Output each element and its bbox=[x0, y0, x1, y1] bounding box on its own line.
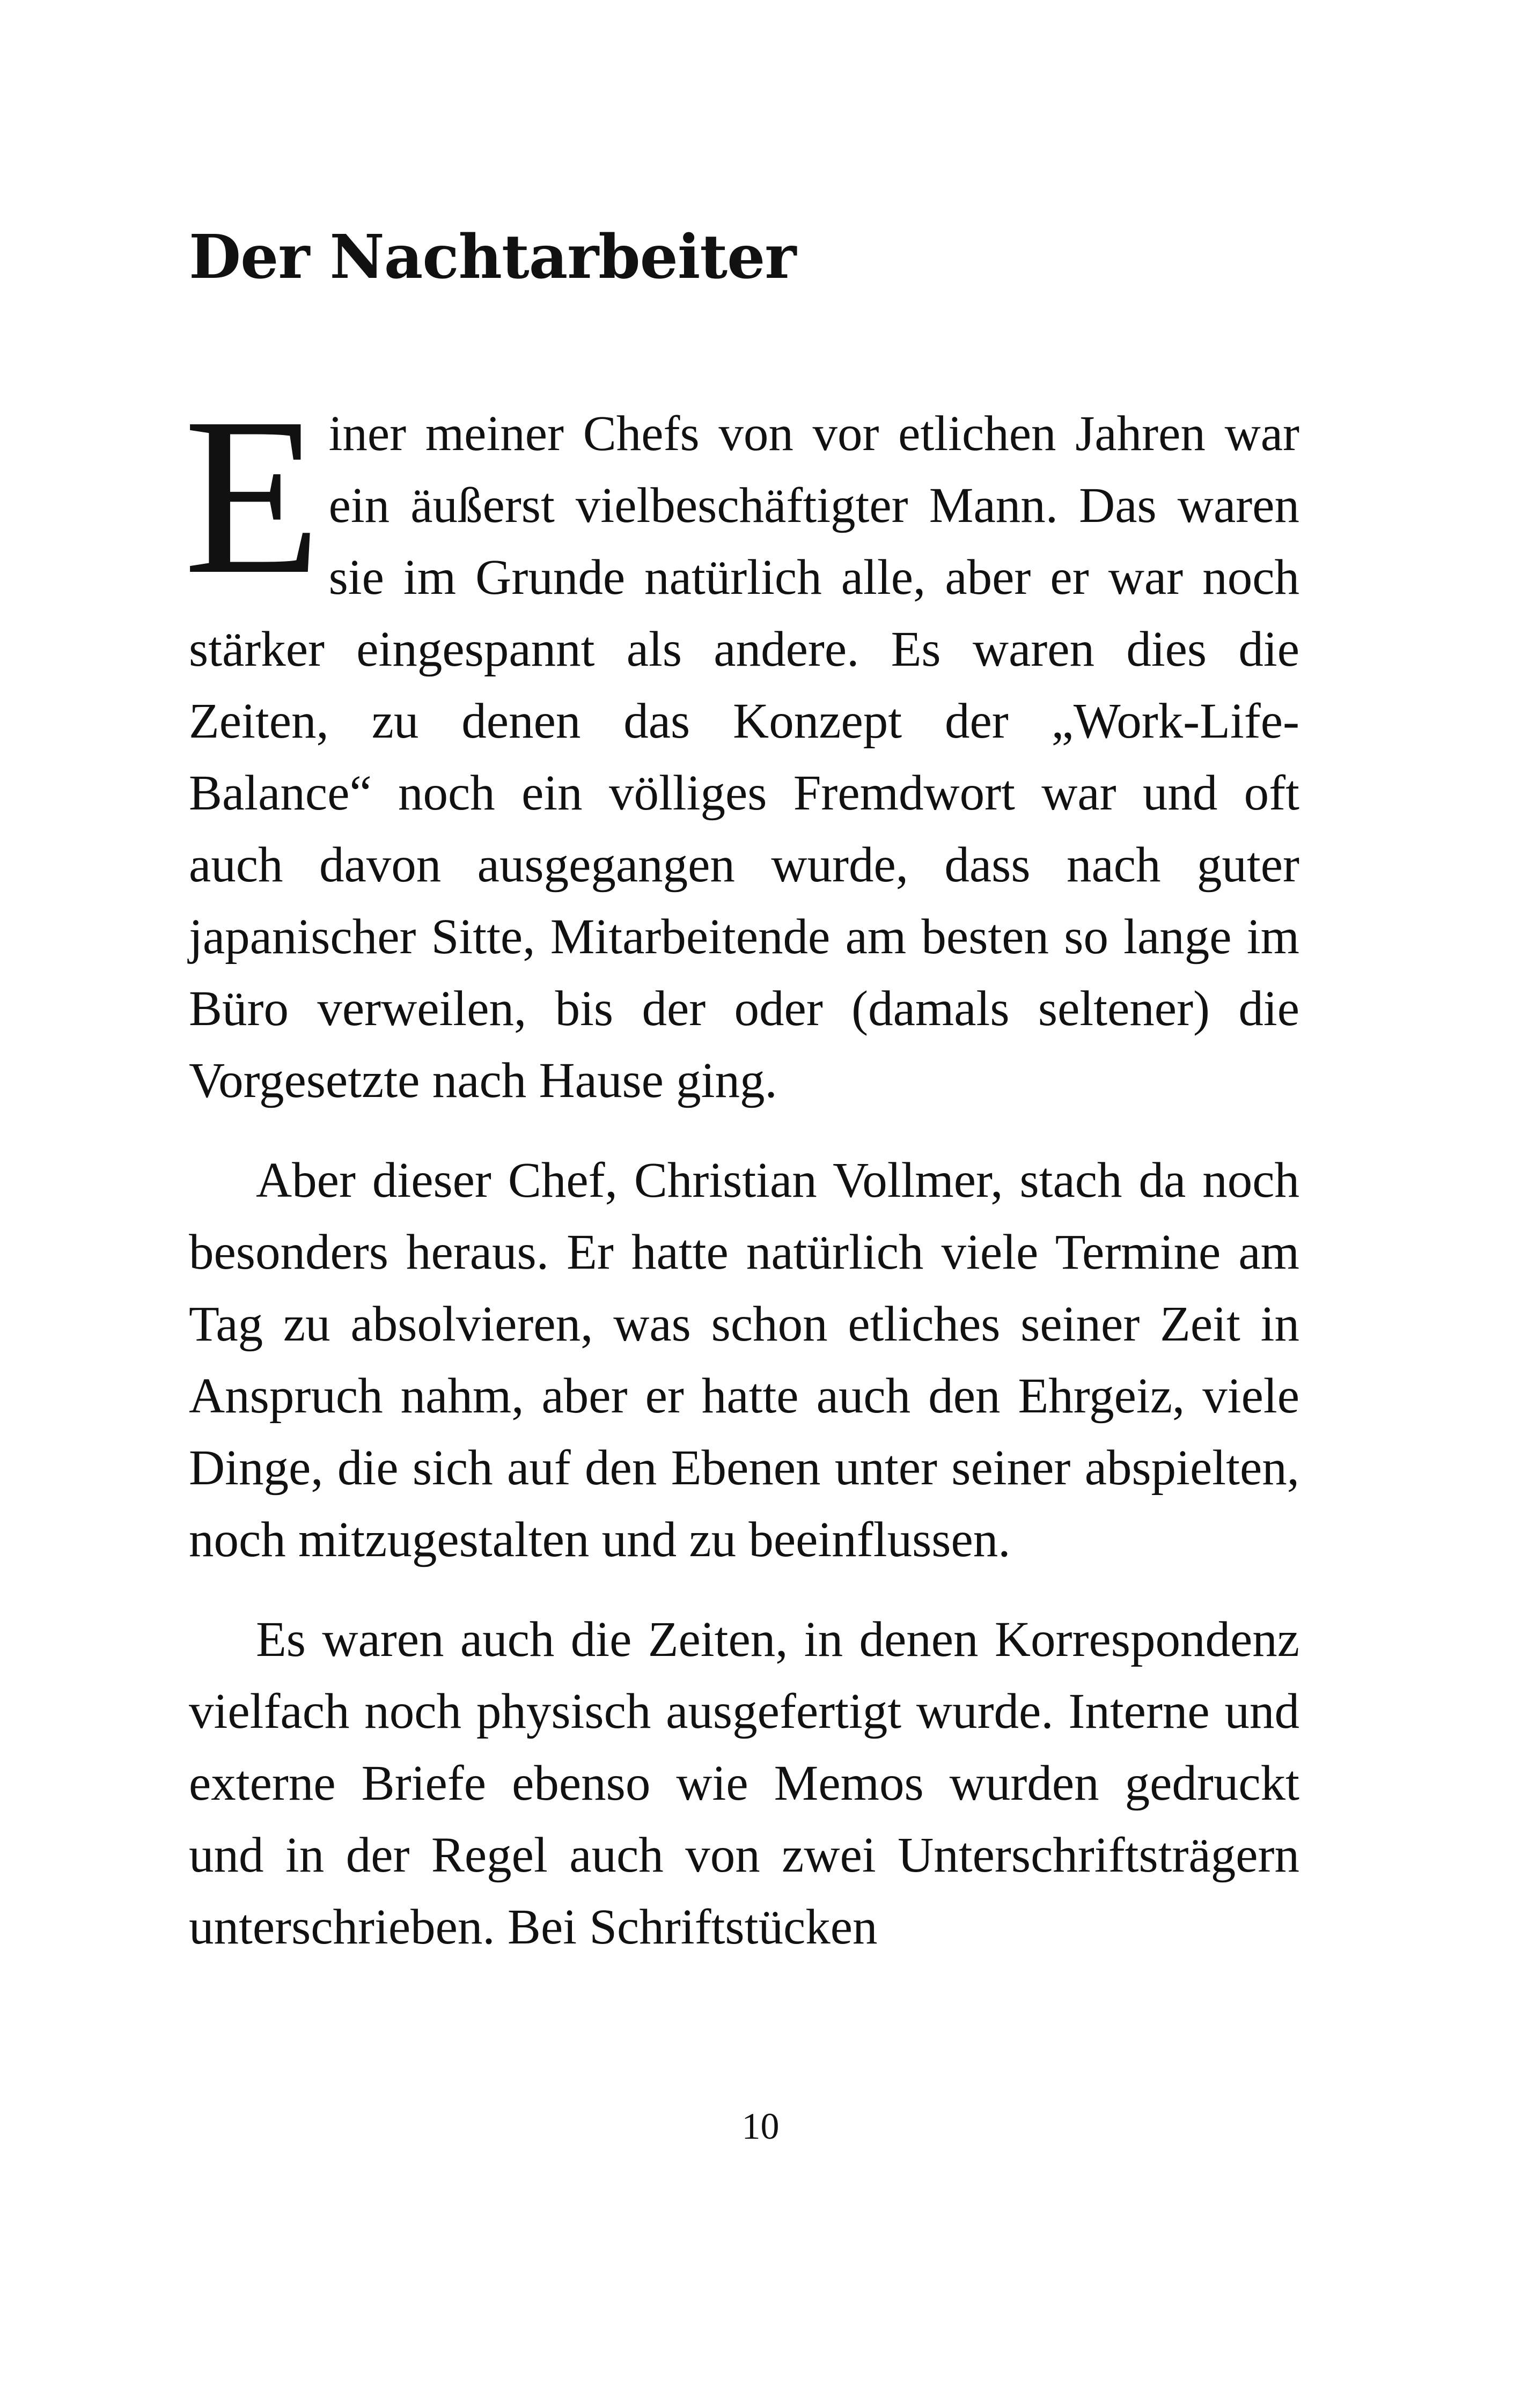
paragraph-1 bbox=[183, 371, 1299, 1117]
paragraph-1-text: iner meiner Chefs von vor etlichen Jahren war ein äußerst vielbeschäftigter Mann. Das waren sie im Grunde natürlich alle, aber er war noch stärker eingespannt als andere. Es waren dies die Zeiten, zu denen das Konzept der „Work-Life-Balance“ noch ein völliges Fremdwort war und oft auch davon ausgegangen wurde, dass nach guter japanischer Sitte, Mitarbeitende am besten so lange im Büro verweilen, bis der oder (damals seltener) die Vorgesetzte nach Hause ging. bbox=[189, 406, 1299, 1108]
paragraph-3: Es waren auch die Zeiten, in denen Korrespondenz vielfach noch physisch ausgefertigt wurde. Interne und externe Briefe ebenso wie Memos wurden gedruckt und in der Regel auch von zwei Unterschriftsträgern unterschrieben. Bei Schriftstücken bbox=[189, 1612, 1299, 1955]
drop-cap: E bbox=[183, 371, 321, 621]
paragraph-2: Aber dieser Chef, Christian Vollmer, stach da noch besonders heraus. Er hatte natürlich viele Termine am Tag zu absolvieren, was schon etliches seiner Zeit in Anspruch nahm, aber er hatte auch den Ehrgeiz, viele Dinge, die sich auf den Ebenen unter seiner abspielten, noch mitzugestalten und zu beeinflussen. bbox=[189, 1153, 1299, 1567]
page-number: 10 bbox=[741, 2106, 780, 2147]
body-text bbox=[183, 371, 1299, 1963]
chapter-title: Der Nachtarbeiter bbox=[189, 222, 796, 292]
